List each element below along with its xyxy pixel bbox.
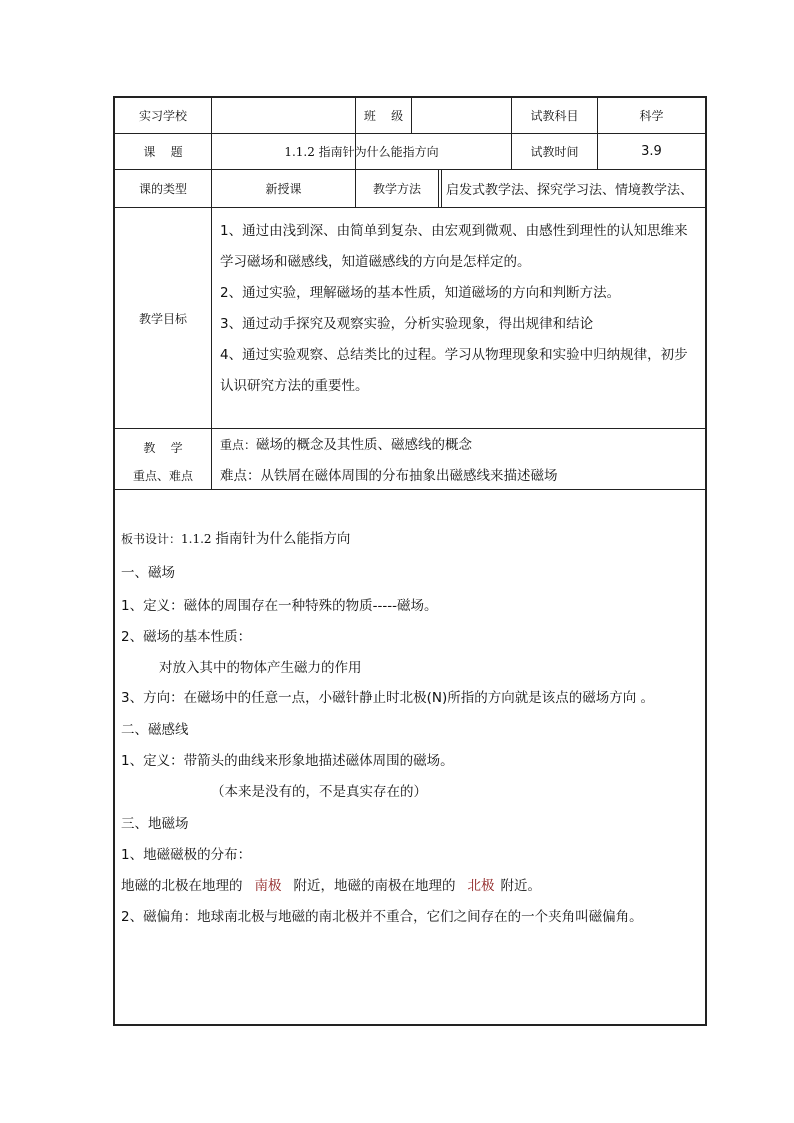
keys-content [220,430,700,492]
col-divider [441,169,442,207]
board-line: 2、磁偏角：地球南北极与地磁的南北极并不重合，它们之间存在的一个夹角叫磁偏角。 [121,909,643,925]
method-label: 教学方法 [372,182,421,196]
topic-value: 1.1.2 指南针为什么能指方向 [284,145,439,159]
board-title [121,527,350,547]
subject-value: 科学 [639,109,664,123]
section-heading: 三、地磁场 [121,816,189,832]
subject-label: 试教科目 [530,109,579,123]
board-line [121,874,541,894]
lesson-plan-sheet [113,96,707,1026]
board-line: 1、定义：带箭头的曲线来形象地描述磁体周围的磁场。 [121,753,454,769]
fill-blank-post: 附近。 [500,878,541,894]
class-value [412,98,511,133]
answer-north-pole: 北极 [467,878,495,894]
difficulty-line: 难点：从铁屑在磁体周围的分布抽象出磁感线来描述磁场 [220,468,558,484]
answer-south-pole: 南极 [254,878,282,894]
goal-item: 学习磁场和磁感线，知道磁感线的方向是怎样定的。 [220,254,531,270]
topic-label: 课 题 [143,145,183,159]
time-label: 试教时间 [530,145,579,159]
board-title-prefix: 板书设计：1.1.2 [121,532,216,546]
board-line: 3、方向：在磁场中的任意一点，小磁针静止时北极(N)所指的方向就是该点的磁场方向 。 [121,690,655,706]
keys-label-line2: 重点、难点 [132,468,193,483]
method-value: 启发式教学法、探究学习法、情境教学法、 [446,183,694,198]
fill-blank-mid: 附近，地磁的南极在地理的 [293,878,456,894]
board-title-text: 指南针为什么能指方向 [215,531,351,547]
board-line: 2、磁场的基本性质： [121,629,252,645]
row-divider [115,428,705,429]
goal-item: 4、通过实验观察、总结类比的过程。学习从物理现象和实验中归纳规律，初步 [220,347,688,363]
goal-item: 2、通过实验，理解磁场的基本性质，知道磁场的方向和判断方法。 [220,285,621,301]
goal-item: 认识研究方法的重要性。 [220,378,369,394]
goal-item: 1、通过由浅到深、由简单到复杂、由宏观到微观、由感性到理性的认知思维来 [220,223,688,239]
board-line: （本来是没有的，不是真实存在的） [211,784,427,800]
class-label: 班 级 [363,109,404,123]
board-line: 对放入其中的物体产生磁力的作用 [159,660,362,676]
section-heading: 二、磁感线 [121,722,189,738]
type-label: 课的类型 [138,182,187,196]
school-label: 实习学校 [138,109,187,123]
board-line: 1、地磁磁极的分布： [121,847,252,863]
focus-prefix: 重点： [220,438,257,452]
goals-label: 教学目标 [138,311,187,326]
keys-label-line1: 教 学 [143,440,183,455]
col-divider [438,169,439,207]
time-value: 3.9 [641,144,662,159]
goals-list [220,216,700,402]
type-value: 新授课 [265,182,302,196]
goal-item: 3、通过动手探究及观察实验，分析实验现象，得出规律和结论 [220,316,594,332]
section-heading: 一、磁场 [121,565,175,581]
focus-line [220,430,700,461]
focus-text: 磁场的概念及其性质、磁感线的概念 [256,437,473,453]
board-line: 1、定义：磁体的周围存在一种特殊的物质-----磁场。 [121,598,438,614]
school-value [212,98,355,133]
fill-blank-pre: 地磁的北极在地理的 [121,878,243,894]
